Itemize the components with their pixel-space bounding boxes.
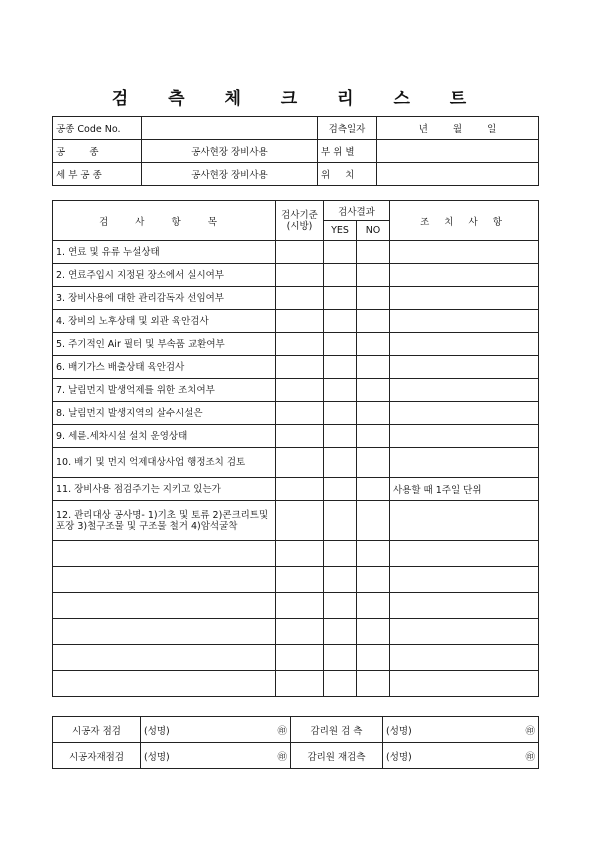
checklist-item-text[interactable] — [53, 541, 276, 567]
checklist-blank-row — [53, 593, 539, 619]
standard-cell[interactable] — [276, 241, 324, 264]
code-value[interactable] — [142, 117, 318, 140]
action-cell[interactable] — [390, 264, 539, 287]
location-value[interactable] — [377, 140, 539, 163]
checklist-item-text[interactable] — [53, 593, 276, 619]
checklist-blank-row — [53, 645, 539, 671]
checklist-item-text: 1. 연료 및 유류 누설상태 — [53, 241, 276, 264]
checklist-item-text[interactable] — [53, 671, 276, 697]
action-cell[interactable] — [390, 619, 539, 645]
checklist-item-text: 8. 날림먼지 발생지역의 살수시설은 — [53, 402, 276, 425]
checklist-item-text: 7. 날림먼지 발생억제를 위한 조치여부 — [53, 379, 276, 402]
yes-cell[interactable] — [324, 333, 357, 356]
seal-icon: ㊞ — [525, 751, 535, 763]
position-value[interactable] — [377, 163, 539, 186]
checklist-item-text: 9. 세륜.세차시설 설치 운영상태 — [53, 425, 276, 448]
trade-value[interactable]: 공사현장 장비사용 — [142, 140, 318, 163]
yes-cell[interactable] — [324, 501, 357, 541]
standard-cell[interactable] — [276, 448, 324, 478]
header-info-table — [52, 116, 539, 186]
no-cell[interactable] — [357, 402, 390, 425]
no-cell[interactable] — [357, 478, 390, 501]
contractor-recheck-name-label: (성명) — [144, 751, 170, 763]
no-cell[interactable] — [357, 425, 390, 448]
signature-table — [52, 716, 539, 769]
standard-cell[interactable] — [276, 501, 324, 541]
yes-cell[interactable] — [324, 241, 357, 264]
supervisor-check-label: 감리원 검 측 — [291, 717, 383, 743]
checklist-row — [53, 333, 539, 356]
action-cell[interactable] — [390, 287, 539, 310]
action-cell[interactable] — [390, 541, 539, 567]
yes-cell[interactable] — [324, 593, 357, 619]
action-cell[interactable] — [390, 310, 539, 333]
action-cell[interactable] — [390, 241, 539, 264]
no-cell[interactable] — [357, 356, 390, 379]
yes-cell[interactable] — [324, 567, 357, 593]
contractor-check-label: 시공자 점검 — [53, 717, 141, 743]
standard-cell[interactable] — [276, 379, 324, 402]
action-cell[interactable] — [390, 593, 539, 619]
col-header-result: 검사결과 — [324, 201, 390, 221]
yes-cell[interactable] — [324, 264, 357, 287]
col-header-no: NO — [357, 221, 390, 241]
yes-cell[interactable] — [324, 541, 357, 567]
standard-cell[interactable] — [276, 645, 324, 671]
contractor-recheck-label: 시공자재점검 — [53, 743, 141, 769]
standard-cell[interactable] — [276, 264, 324, 287]
checklist-item-text[interactable] — [53, 619, 276, 645]
document-title: 검 측 체 크 리 스 트 — [111, 89, 484, 109]
standard-cell[interactable] — [276, 541, 324, 567]
checklist-row — [53, 356, 539, 379]
checklist-row — [53, 264, 539, 287]
checklist-item-text[interactable] — [53, 567, 276, 593]
no-cell[interactable] — [357, 501, 390, 541]
checklist-item-text: 5. 주기적인 Air 필터 및 부속품 교환여부 — [53, 333, 276, 356]
subtrade-value[interactable]: 공사현장 장비사용 — [142, 163, 318, 186]
checklist-row — [53, 501, 539, 541]
standard-cell[interactable] — [276, 287, 324, 310]
supervisor-recheck-sign[interactable] — [383, 743, 539, 769]
standard-cell[interactable] — [276, 478, 324, 501]
position-label: 위 치 — [318, 163, 377, 186]
yes-cell[interactable] — [324, 448, 357, 478]
yes-cell[interactable] — [324, 379, 357, 402]
yes-cell[interactable] — [324, 645, 357, 671]
col-header-yes: YES — [324, 221, 357, 241]
checklist-item-text: 6. 배기가스 배출상태 육안검사 — [53, 356, 276, 379]
no-cell[interactable] — [357, 645, 390, 671]
no-cell[interactable] — [357, 287, 390, 310]
standard-cell[interactable] — [276, 567, 324, 593]
standard-cell[interactable] — [276, 333, 324, 356]
checklist-blank-row — [53, 567, 539, 593]
yes-cell[interactable] — [324, 356, 357, 379]
yes-cell[interactable] — [324, 402, 357, 425]
contractor-check-sign[interactable] — [141, 717, 291, 743]
no-cell[interactable] — [357, 241, 390, 264]
checklist-row — [53, 425, 539, 448]
no-cell[interactable] — [357, 310, 390, 333]
checklist-item-text[interactable] — [53, 645, 276, 671]
action-cell[interactable] — [390, 425, 539, 448]
checklist-blank-row — [53, 671, 539, 697]
seal-icon: ㊞ — [277, 725, 287, 737]
action-cell[interactable] — [390, 356, 539, 379]
action-cell[interactable]: 사용할 때 1주일 단위 — [390, 478, 539, 501]
checklist-item-text: 4. 장비의 노후상태 및 외관 육안검사 — [53, 310, 276, 333]
checklist-blank-row — [53, 541, 539, 567]
action-cell[interactable] — [390, 567, 539, 593]
no-cell[interactable] — [357, 619, 390, 645]
supervisor-recheck-name-label: (성명) — [386, 751, 412, 763]
yes-cell[interactable] — [324, 478, 357, 501]
checklist-row — [53, 402, 539, 425]
subtrade-label: 세 부 공 종 — [53, 163, 142, 186]
yes-cell[interactable] — [324, 310, 357, 333]
checklist-item-text: 10. 배기 및 먼지 억제대상사업 행정조치 검토 — [53, 448, 276, 478]
checklist-row — [53, 478, 539, 501]
col-header-standard-line1: 검사기준 — [281, 209, 318, 221]
code-label: 공종 Code No. — [53, 117, 142, 140]
checklist-row — [53, 448, 539, 478]
no-cell[interactable] — [357, 379, 390, 402]
col-header-action: 조 치 사 항 — [390, 201, 539, 241]
location-label: 부 위 별 — [318, 140, 377, 163]
no-cell[interactable] — [357, 333, 390, 356]
supervisor-recheck-label: 감리원 재검측 — [291, 743, 383, 769]
action-cell[interactable] — [390, 333, 539, 356]
yes-cell[interactable] — [324, 425, 357, 448]
yes-cell[interactable] — [324, 619, 357, 645]
trade-label: 공 종 — [53, 140, 142, 163]
checklist-item-text: 2. 연료주입시 지정된 장소에서 실시여부 — [53, 264, 276, 287]
yes-cell[interactable] — [324, 671, 357, 697]
contractor-recheck-sign[interactable] — [141, 743, 291, 769]
standard-cell[interactable] — [276, 356, 324, 379]
action-cell[interactable] — [390, 671, 539, 697]
seal-icon: ㊞ — [277, 751, 287, 763]
action-cell[interactable] — [390, 402, 539, 425]
col-header-standard-line2: (시방) — [286, 220, 313, 232]
standard-cell[interactable] — [276, 671, 324, 697]
standard-cell[interactable] — [276, 310, 324, 333]
checklist-row — [53, 287, 539, 310]
standard-cell[interactable] — [276, 619, 324, 645]
no-cell[interactable] — [357, 448, 390, 478]
contractor-check-name-label: (성명) — [144, 725, 170, 737]
action-cell[interactable] — [390, 379, 539, 402]
col-header-standard — [276, 201, 324, 241]
date-label: 검측일자 — [318, 117, 377, 140]
yes-cell[interactable] — [324, 287, 357, 310]
checklist-row — [53, 241, 539, 264]
no-cell[interactable] — [357, 541, 390, 567]
seal-icon: ㊞ — [525, 725, 535, 737]
standard-cell[interactable] — [276, 402, 324, 425]
checklist-item-text: 3. 장비사용에 대한 관리감독자 선임여부 — [53, 287, 276, 310]
action-cell[interactable] — [390, 448, 539, 478]
no-cell[interactable] — [357, 567, 390, 593]
checklist-item-text: 11. 장비사용 점검주기는 지키고 있는가 — [53, 478, 276, 501]
action-cell[interactable] — [390, 501, 539, 541]
no-cell[interactable] — [357, 593, 390, 619]
no-cell[interactable] — [357, 264, 390, 287]
checklist-row — [53, 379, 539, 402]
supervisor-check-sign[interactable] — [383, 717, 539, 743]
no-cell[interactable] — [357, 671, 390, 697]
checklist-table — [52, 200, 539, 697]
checklist-item-text: 12. 관리대상 공사명- 1)기초 및 토류 2)콘크리트및 포장 3)철구조물 및 구조물 철거 4)암석굴착 — [53, 501, 276, 541]
col-header-item: 검 사 항 목 — [53, 201, 276, 241]
standard-cell[interactable] — [276, 425, 324, 448]
supervisor-check-name-label: (성명) — [386, 725, 412, 737]
date-value[interactable]: 년 월 일 — [377, 117, 539, 140]
standard-cell[interactable] — [276, 593, 324, 619]
checklist-blank-row — [53, 619, 539, 645]
action-cell[interactable] — [390, 645, 539, 671]
checklist-row — [53, 310, 539, 333]
